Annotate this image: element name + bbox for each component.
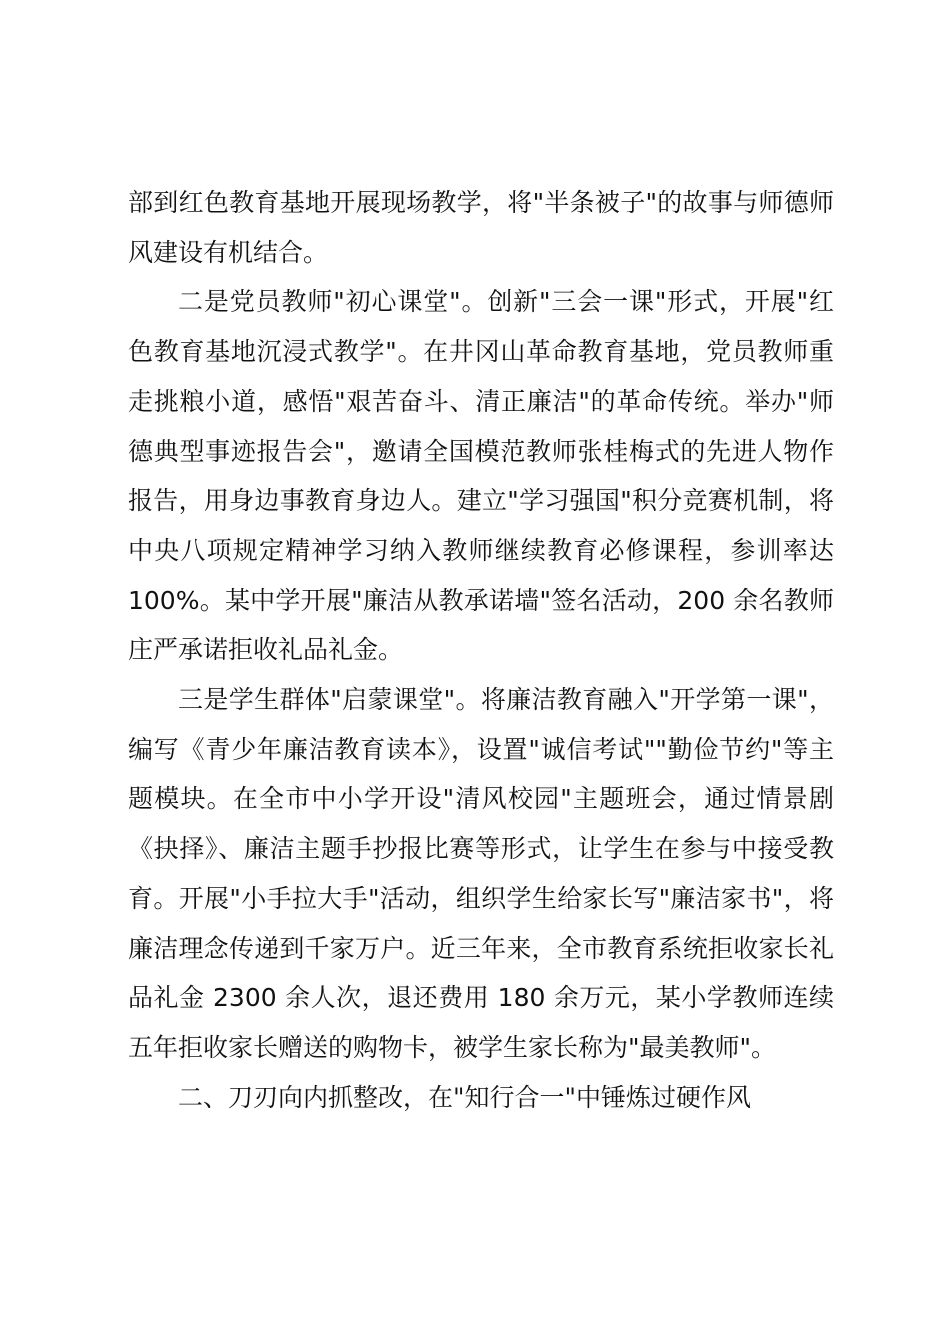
paragraph-continuation: 部到红色教育基地开展现场教学，将"半条被子"的故事与师德师风建设有机结合。 [128,188,834,267]
paragraph-party-teachers: 二是党员教师"初心课堂"。创新"三会一课"形式，开展"红色教育基地沉浸式教学"。在井冈山革命教育基地，党员教师重走挑粮小道，感悟"艰苦奋斗、清正廉洁"的革命传统。举办"师德典型事迹报告会"，邀请全国模范教师张桂梅式的先进人物作报告，用身边事教育身边人。建立"学习强国"积分竞赛机制，将中央八项规定精神学习纳入教师继续教育必修课程，参训率达 100%。某中学开展"廉洁从教承诺墙"签名活动，200 余名教师庄严承诺拒收礼品礼金。 [128,287,834,665]
section-heading: 二、刀刃向内抓整改，在"知行合一"中锤炼过硬作风 [178,1082,752,1112]
paragraph-students: 三是学生群体"启蒙课堂"。将廉洁教育融入"开学第一课"，编写《青少年廉洁教育读本》，设置"诚信考试""勤俭节约"等主题模块。在全市中小学开设"清风校园"主题班会，通过情景剧《抉择》、廉洁主题手抄报比赛等形式，让学生在参与中接受教育。开展"小手拉大手"活动，组织学生给家长写"廉洁家书"，将廉洁理念传递到千家万户。近三年来，全市教育系统拒收家长礼品礼金 2300 余人次，退还费用 180 余万元，某小学教师连续五年拒收家长赠送的购物卡，被学生家长称为"最美教师"。 [128,685,834,1062]
document-page [128,178,834,1122]
